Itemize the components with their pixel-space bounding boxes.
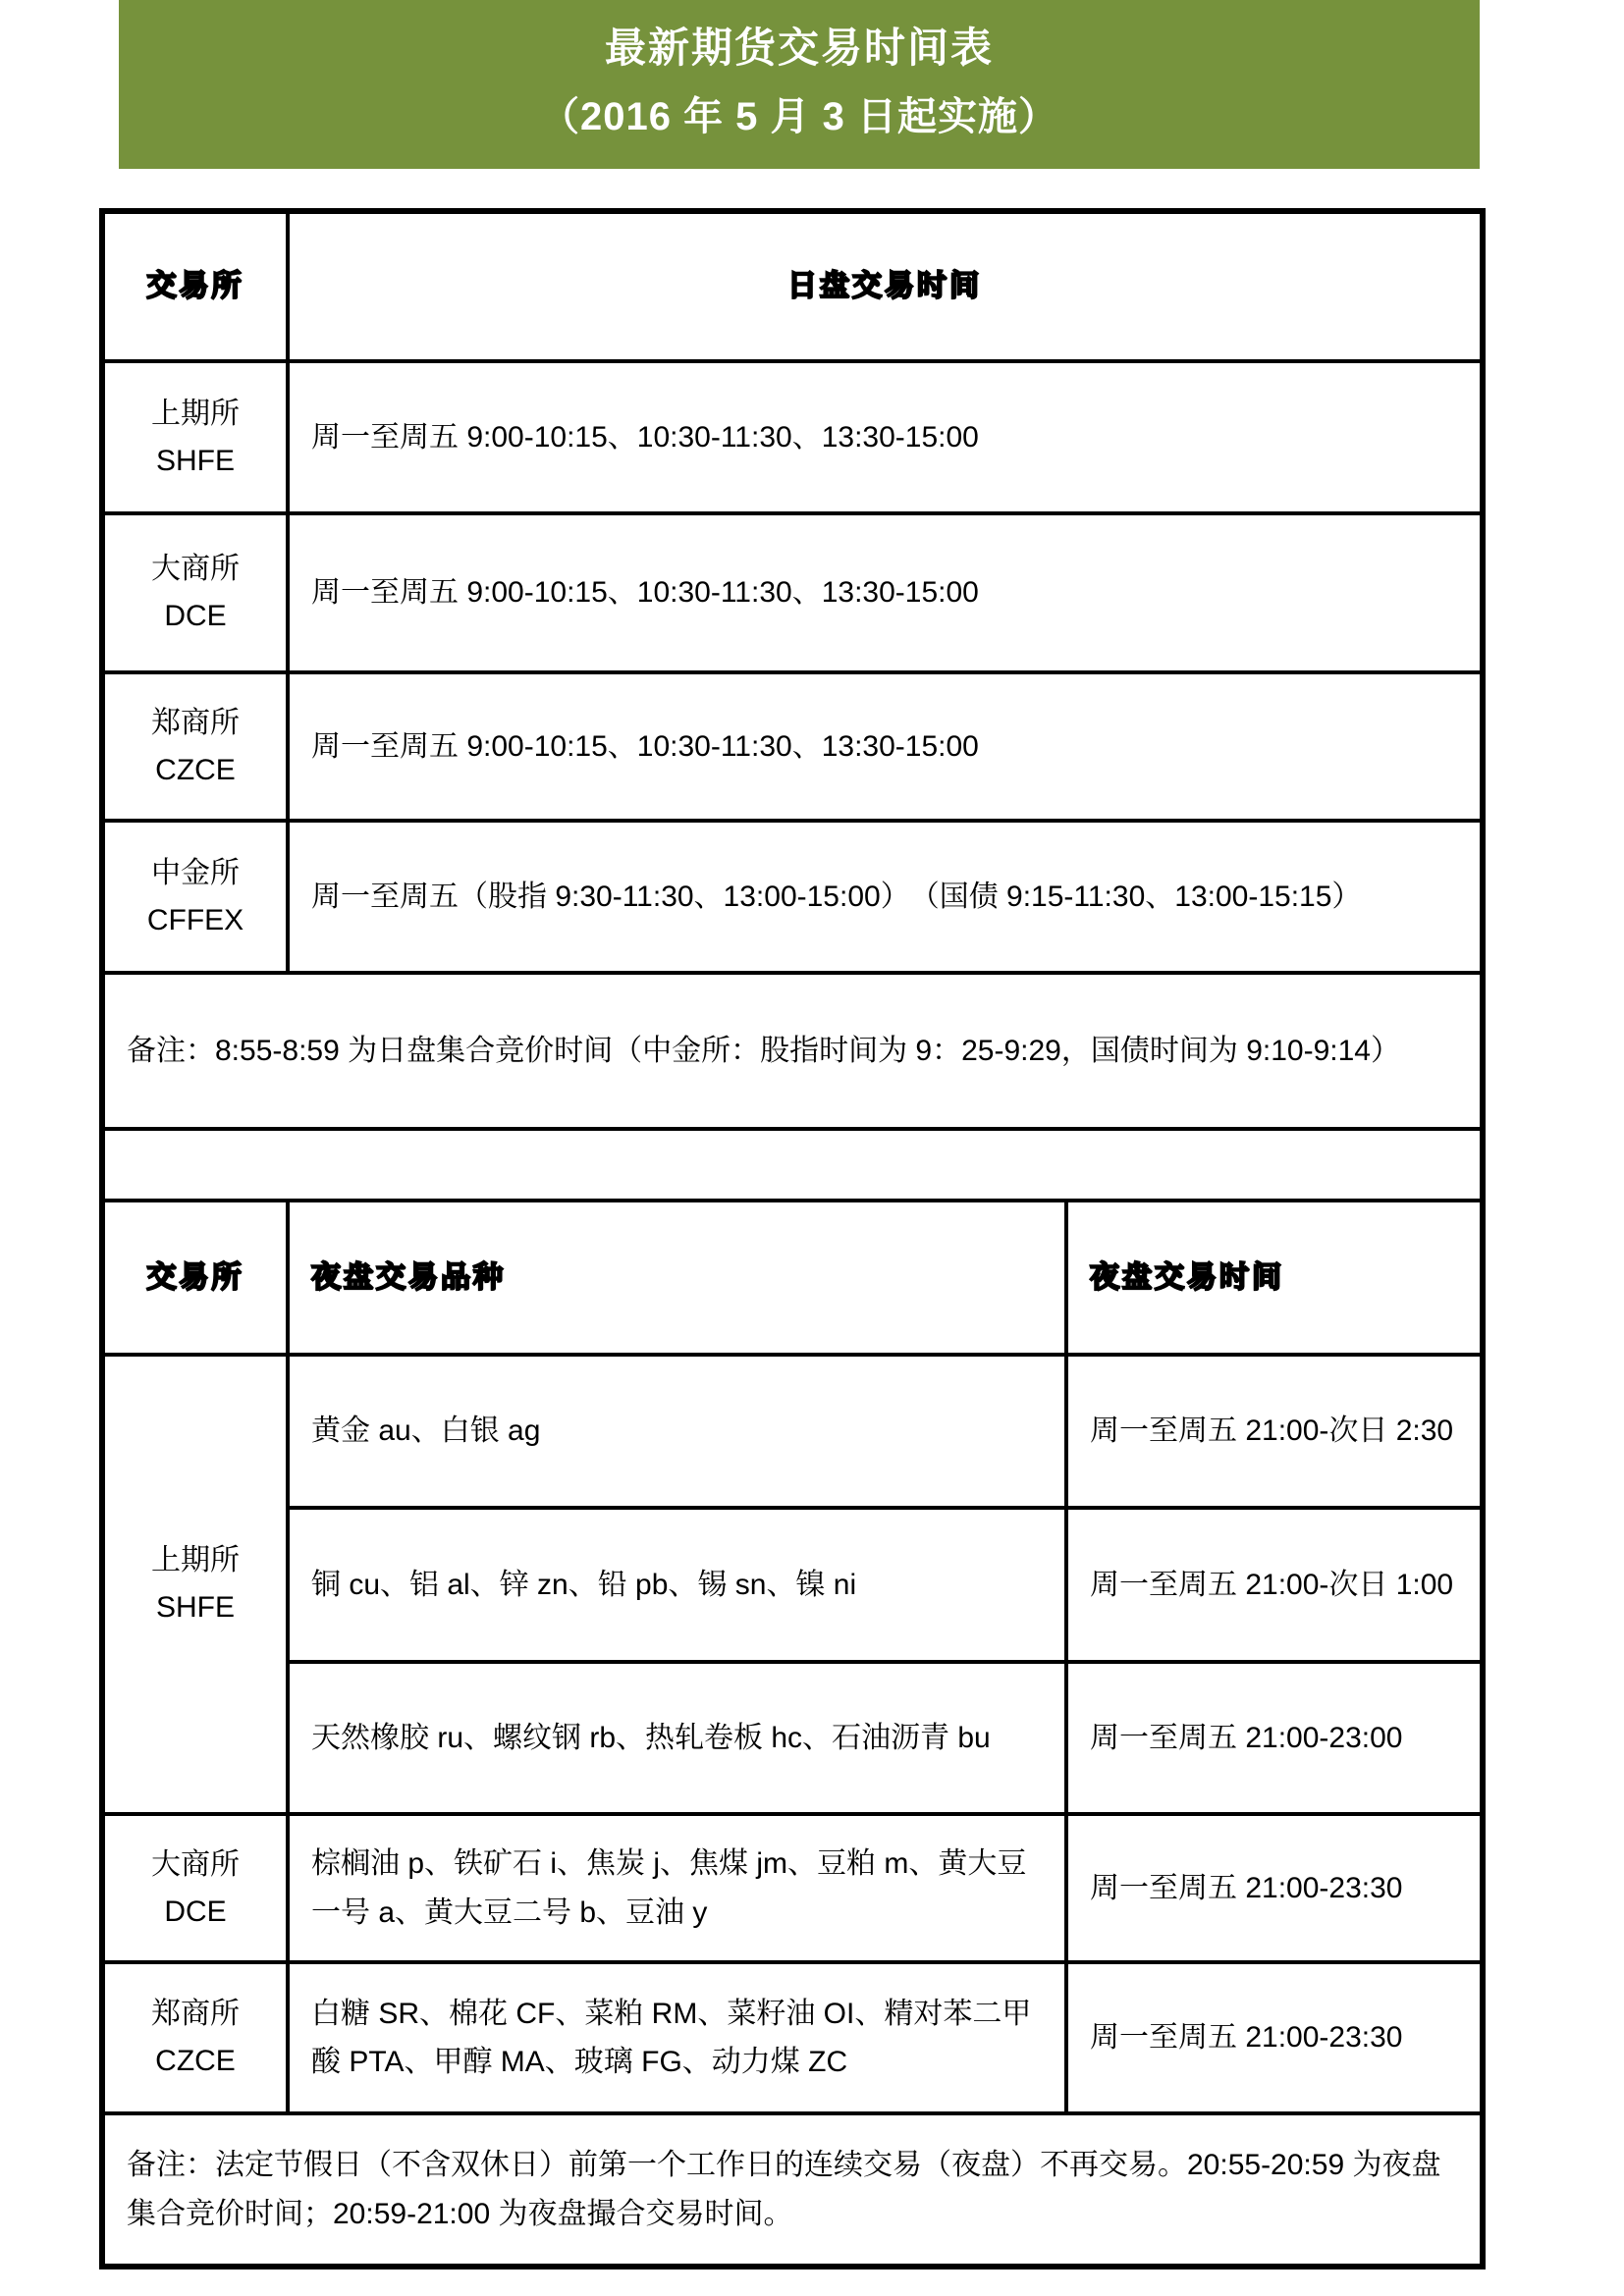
table-row: [102, 361, 1483, 513]
exchange-cell: [102, 513, 288, 672]
trading-hours-table: [99, 208, 1486, 2269]
exchange-name-en: CZCE: [155, 753, 236, 786]
exchange-cell: [102, 1814, 288, 1962]
table-row: [102, 821, 1483, 973]
day-hours-cell: 周一至周五 9:00-10:15、10:30-11:30、13:30-15:00: [288, 361, 1483, 513]
night-header-row: [102, 1201, 1483, 1355]
night-hours-cell: 周一至周五 21:00-次日 1:00: [1066, 1508, 1483, 1662]
night-header-products: 夜盘交易品种: [288, 1201, 1066, 1355]
day-header-row: [102, 211, 1483, 361]
night-hours-cell: 周一至周五 21:00-23:00: [1066, 1662, 1483, 1814]
page-subtitle: （2016 年 5 月 3 日起实施）: [539, 95, 1059, 138]
exchange-name-cn: 上期所: [151, 1544, 240, 1576]
day-hours-cell: 周一至周五（股指 9:30-11:30、13:00-15:00） （国债 9:15-11:30、13:00-15:15）: [288, 821, 1483, 973]
day-remark-row: [102, 973, 1483, 1129]
night-products-cell: 白糖 SR、棉花 CF、菜粕 RM、菜籽油 OI、精对苯二甲酸 PTA、甲醇 MA、玻璃 FG、动力煤 ZC: [288, 1962, 1066, 2113]
spacer-cell: [102, 1129, 1483, 1201]
exchange-name-cn: 中金所: [151, 856, 240, 889]
exchange-name-cn: 大商所: [151, 1847, 240, 1881]
night-products-cell: 天然橡胶 ru、螺纹钢 rb、热轧卷板 hc、石油沥青 bu: [288, 1662, 1066, 1814]
exchange-name-en: CZCE: [155, 2045, 236, 2077]
night-products-cell: 黄金 au、白银 ag: [288, 1355, 1066, 1508]
table-row: [102, 1814, 1483, 1962]
night-hours-cell: 周一至周五 21:00-次日 2:30: [1066, 1355, 1483, 1508]
exchange-name-cn: 上期所: [151, 397, 240, 430]
table-row: [102, 1508, 1483, 1662]
exchange-name-en: SHFE: [155, 444, 235, 477]
day-header-hours: 日盘交易时间: [288, 211, 1483, 361]
exchange-name-en: DCE: [164, 1895, 227, 1928]
exchange-name-en: DCE: [164, 600, 227, 632]
day-remark: 备注：8:55-8:59 为日盘集合竞价时间（中金所：股指时间为 9：25-9:29，国债时间为 9:10-9:14）: [102, 973, 1483, 1129]
exchange-name-en: SHFE: [155, 1591, 235, 1624]
night-hours-cell: 周一至周五 21:00-23:30: [1066, 1814, 1483, 1962]
exchange-cell: [102, 1962, 288, 2113]
day-header-exchange: 交易所: [102, 211, 288, 361]
exchange-name-cn: 郑商所: [151, 706, 240, 739]
table-row: [102, 1355, 1483, 1508]
exchange-name-cn: 大商所: [151, 553, 240, 585]
night-remark-row: [102, 2113, 1483, 2267]
night-remark: 备注：法定节假日（不含双休日）前第一个工作日的连续交易（夜盘）不再交易。20:55-20:59 为夜盘集合竞价时间；20:59-21:00 为夜盘撮合交易时间。: [102, 2113, 1483, 2267]
table-row: [102, 1962, 1483, 2113]
day-hours-cell: 周一至周五 9:00-10:15、10:30-11:30、13:30-15:00: [288, 672, 1483, 821]
day-hours-cell: 周一至周五 9:00-10:15、10:30-11:30、13:30-15:00: [288, 513, 1483, 672]
exchange-name-en: CFFEX: [146, 903, 244, 936]
page-title: 最新期货交易时间表: [604, 25, 994, 71]
exchange-cell: [102, 1355, 288, 1814]
exchange-cell: [102, 672, 288, 821]
table-row: [102, 672, 1483, 821]
night-header-exchange: 交易所: [102, 1201, 288, 1355]
table-row: [102, 513, 1483, 672]
night-hours-cell: 周一至周五 21:00-23:30: [1066, 1962, 1483, 2113]
night-header-hours: 夜盘交易时间: [1066, 1201, 1483, 1355]
spacer-row: [102, 1129, 1483, 1201]
night-products-cell: 铜 cu、铝 al、锌 zn、铅 pb、锡 sn、镍 ni: [288, 1508, 1066, 1662]
exchange-name-cn: 郑商所: [151, 1998, 240, 2030]
table-row: [102, 1662, 1483, 1814]
title-banner: [119, 0, 1480, 169]
exchange-cell: [102, 821, 288, 973]
night-products-cell: 棕榈油 p、铁矿石 i、焦炭 j、焦煤 jm、豆粕 m、黄大豆一号 a、黄大豆二号 b、豆油 y: [288, 1814, 1066, 1962]
exchange-cell: [102, 361, 288, 513]
